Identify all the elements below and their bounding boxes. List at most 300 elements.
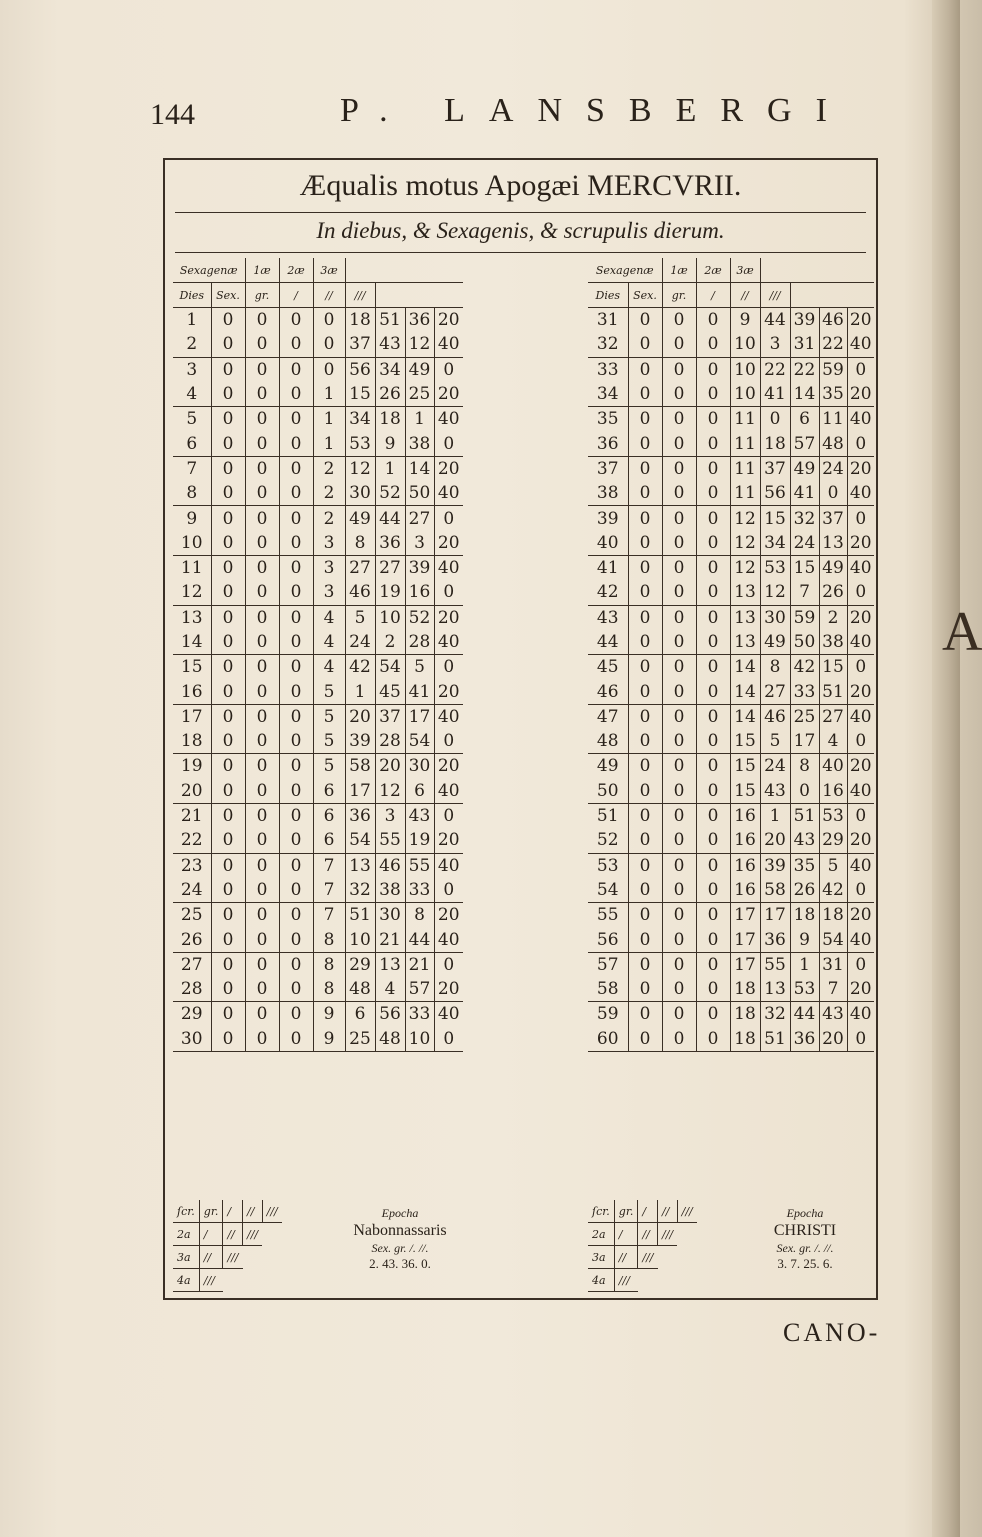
table-row bbox=[173, 407, 463, 432]
table-row bbox=[173, 779, 463, 804]
header-row bbox=[588, 258, 874, 283]
day-number: 40 bbox=[588, 531, 628, 556]
sec-label: // bbox=[658, 1200, 678, 1223]
value-cell: 0 bbox=[696, 605, 730, 630]
value-cell: 51 bbox=[760, 1027, 790, 1052]
value-cell: 0 bbox=[279, 754, 313, 779]
value-cell: 5 bbox=[313, 729, 345, 754]
day-number: 6 bbox=[173, 431, 211, 456]
value-cell: 38 bbox=[819, 630, 847, 655]
value-cell: 0 bbox=[662, 1002, 696, 1027]
value-cell: 0 bbox=[628, 952, 662, 977]
value-cell: 39 bbox=[790, 308, 819, 333]
value-cell: 0 bbox=[245, 779, 279, 804]
value-cell: 16 bbox=[819, 779, 847, 804]
value-cell: 17 bbox=[405, 704, 434, 729]
value-cell: 20 bbox=[434, 828, 463, 853]
value-cell: 41 bbox=[790, 481, 819, 506]
value-cell: 0 bbox=[696, 382, 730, 407]
day-number: 8 bbox=[173, 481, 211, 506]
value-cell: 3 bbox=[375, 803, 405, 828]
value-cell: 9 bbox=[790, 927, 819, 952]
day-number: 48 bbox=[588, 729, 628, 754]
value-cell: 56 bbox=[375, 1002, 405, 1027]
day-number: 11 bbox=[180, 558, 203, 579]
value-cell: 20 bbox=[847, 382, 874, 407]
day-number: 20 bbox=[173, 779, 211, 804]
value-cell: 20 bbox=[847, 903, 874, 928]
value-cell: 0 bbox=[662, 803, 696, 828]
value-cell: 24 bbox=[790, 531, 819, 556]
value-cell: 20 bbox=[847, 605, 874, 630]
value-cell: 0 bbox=[628, 1002, 662, 1027]
value-cell: 49 bbox=[405, 357, 434, 382]
value-cell: 42 bbox=[790, 655, 819, 680]
value-cell: 0 bbox=[847, 655, 874, 680]
value-cell: 13 bbox=[730, 630, 760, 655]
value-cell: 40 bbox=[847, 555, 874, 580]
value-cell: 14 bbox=[730, 679, 760, 704]
value-cell: 0 bbox=[847, 431, 874, 456]
value-cell: 0 bbox=[245, 580, 279, 605]
table-row bbox=[588, 853, 874, 878]
value-cell: 18 bbox=[375, 407, 405, 432]
gr-label: gr. bbox=[614, 1200, 638, 1223]
day-number: 14 bbox=[173, 630, 211, 655]
sec-label: // bbox=[223, 1223, 243, 1246]
value-cell: 16 bbox=[730, 803, 760, 828]
value-cell: 0 bbox=[245, 357, 279, 382]
value-cell: 37 bbox=[760, 456, 790, 481]
day-number: 38 bbox=[588, 481, 628, 506]
value-cell: 27 bbox=[405, 506, 434, 531]
header-order-1: 1æ bbox=[245, 258, 279, 283]
value-cell: 40 bbox=[847, 1002, 874, 1027]
value-cell: 28 bbox=[375, 729, 405, 754]
value-cell: 43 bbox=[790, 828, 819, 853]
table-row bbox=[588, 903, 874, 928]
third-label: /// bbox=[243, 1223, 263, 1246]
value-cell: 0 bbox=[245, 754, 279, 779]
table-row bbox=[588, 878, 874, 903]
min-label: / bbox=[199, 1223, 223, 1246]
value-cell: 26 bbox=[790, 878, 819, 903]
value-cell: 15 bbox=[730, 779, 760, 804]
day-number: 44 bbox=[588, 630, 628, 655]
value-cell: 33 bbox=[405, 878, 434, 903]
value-cell: 49 bbox=[760, 630, 790, 655]
day-number: 57 bbox=[596, 954, 619, 975]
value-cell: 0 bbox=[211, 456, 245, 481]
value-cell: 29 bbox=[819, 828, 847, 853]
table-row bbox=[588, 431, 874, 456]
value-cell: 6 bbox=[313, 828, 345, 853]
value-cell: 17 bbox=[730, 903, 760, 928]
value-cell: 36 bbox=[345, 803, 375, 828]
value-cell: 0 bbox=[279, 729, 313, 754]
value-cell: 0 bbox=[662, 927, 696, 952]
table-row bbox=[588, 704, 874, 729]
value-cell: 0 bbox=[211, 803, 245, 828]
value-cell: 12 bbox=[730, 531, 760, 556]
value-cell: 0 bbox=[662, 308, 696, 333]
value-cell: 20 bbox=[434, 308, 463, 333]
value-cell: 0 bbox=[245, 456, 279, 481]
day-number: 32 bbox=[588, 332, 628, 357]
value-cell: 0 bbox=[628, 977, 662, 1002]
header-sexagenae: Sexagenæ bbox=[173, 258, 245, 283]
value-cell: 0 bbox=[245, 679, 279, 704]
value-cell: 0 bbox=[211, 704, 245, 729]
value-cell: 45 bbox=[375, 679, 405, 704]
value-cell: 0 bbox=[245, 853, 279, 878]
value-cell: 20 bbox=[847, 456, 874, 481]
value-cell: 37 bbox=[375, 704, 405, 729]
value-cell: 0 bbox=[279, 1027, 313, 1052]
value-cell: 0 bbox=[662, 407, 696, 432]
table-row bbox=[173, 679, 463, 704]
value-cell: 13 bbox=[819, 531, 847, 556]
value-cell: 0 bbox=[696, 1002, 730, 1027]
header-blank bbox=[345, 258, 463, 283]
table-row bbox=[588, 1002, 874, 1027]
table-row bbox=[588, 952, 874, 977]
day-number: 41 bbox=[596, 558, 619, 579]
value-cell: 0 bbox=[760, 407, 790, 432]
value-cell: 0 bbox=[245, 704, 279, 729]
value-cell: 5 bbox=[760, 729, 790, 754]
value-cell: 0 bbox=[790, 779, 819, 804]
value-cell: 49 bbox=[345, 506, 375, 531]
table-row bbox=[588, 828, 874, 853]
table-row bbox=[588, 308, 874, 333]
scr-label: 2a bbox=[588, 1223, 614, 1246]
table-row bbox=[588, 927, 874, 952]
value-cell: 40 bbox=[847, 332, 874, 357]
value-cell: 0 bbox=[628, 828, 662, 853]
value-cell: 53 bbox=[819, 803, 847, 828]
value-cell: 3 bbox=[313, 555, 345, 580]
day-number: 55 bbox=[596, 905, 619, 926]
value-cell: 0 bbox=[628, 754, 662, 779]
unit-m3: /// bbox=[345, 283, 375, 308]
value-cell: 15 bbox=[730, 729, 760, 754]
value-cell: 0 bbox=[245, 382, 279, 407]
value-cell: 0 bbox=[628, 481, 662, 506]
value-cell: 17 bbox=[790, 729, 819, 754]
value-cell: 40 bbox=[847, 481, 874, 506]
day-number: 22 bbox=[173, 828, 211, 853]
table-row bbox=[173, 655, 463, 680]
table-row bbox=[588, 555, 874, 580]
value-cell: 46 bbox=[760, 704, 790, 729]
value-cell: 20 bbox=[847, 679, 874, 704]
value-cell: 10 bbox=[345, 927, 375, 952]
value-cell: 40 bbox=[847, 779, 874, 804]
value-cell: 0 bbox=[245, 308, 279, 333]
book-spine-shadow bbox=[932, 0, 982, 1537]
table-row bbox=[588, 332, 874, 357]
value-cell: 44 bbox=[405, 927, 434, 952]
value-cell: 0 bbox=[434, 952, 463, 977]
table-row bbox=[588, 977, 874, 1002]
value-cell: 0 bbox=[245, 630, 279, 655]
value-cell: 0 bbox=[662, 977, 696, 1002]
value-cell: 0 bbox=[434, 878, 463, 903]
value-cell: 52 bbox=[375, 481, 405, 506]
value-cell: 1 bbox=[790, 952, 819, 977]
value-cell: 30 bbox=[375, 903, 405, 928]
table-row bbox=[588, 630, 874, 655]
value-cell: 0 bbox=[628, 779, 662, 804]
table-row bbox=[173, 952, 463, 977]
value-cell: 13 bbox=[345, 853, 375, 878]
gr-label: gr. bbox=[199, 1200, 223, 1223]
epoch-name: CHRISTI bbox=[773, 1222, 837, 1239]
value-cell: 0 bbox=[662, 754, 696, 779]
table-row bbox=[173, 630, 463, 655]
day-number: 4 bbox=[173, 382, 211, 407]
value-cell: 1 bbox=[313, 431, 345, 456]
value-cell: 14 bbox=[730, 704, 760, 729]
value-cell: 26 bbox=[819, 580, 847, 605]
value-cell: 0 bbox=[211, 531, 245, 556]
value-cell: 0 bbox=[628, 927, 662, 952]
day-number: 13 bbox=[180, 607, 203, 628]
value-cell: 8 bbox=[760, 655, 790, 680]
value-cell: 12 bbox=[375, 779, 405, 804]
day-number: 10 bbox=[173, 531, 211, 556]
table-row bbox=[588, 1027, 874, 1052]
value-cell: 8 bbox=[790, 754, 819, 779]
value-cell: 0 bbox=[211, 853, 245, 878]
value-cell: 0 bbox=[245, 878, 279, 903]
day-number: 31 bbox=[596, 310, 619, 331]
value-cell: 10 bbox=[730, 382, 760, 407]
value-cell: 0 bbox=[696, 506, 730, 531]
min-label: / bbox=[614, 1223, 638, 1246]
third-label: /// bbox=[638, 1246, 658, 1269]
value-cell: 40 bbox=[434, 407, 463, 432]
value-cell: 58 bbox=[760, 878, 790, 903]
scr-label: ſcr. bbox=[588, 1200, 614, 1223]
value-cell: 0 bbox=[279, 332, 313, 357]
value-cell: 0 bbox=[313, 332, 345, 357]
unit-blank bbox=[375, 283, 463, 308]
value-cell: 0 bbox=[279, 878, 313, 903]
value-cell: 21 bbox=[375, 927, 405, 952]
value-cell: 32 bbox=[790, 506, 819, 531]
value-cell: 0 bbox=[211, 382, 245, 407]
value-cell: 41 bbox=[760, 382, 790, 407]
value-cell: 0 bbox=[211, 308, 245, 333]
value-cell: 1 bbox=[345, 679, 375, 704]
value-cell: 43 bbox=[375, 332, 405, 357]
value-cell: 10 bbox=[405, 1027, 434, 1052]
value-cell: 56 bbox=[345, 357, 375, 382]
day-number: 29 bbox=[180, 1004, 203, 1025]
value-cell: 48 bbox=[345, 977, 375, 1002]
value-cell: 0 bbox=[662, 555, 696, 580]
day-number: 18 bbox=[173, 729, 211, 754]
epoch-units: Sex. gr. /. //. bbox=[371, 1241, 429, 1255]
page-number: 144 bbox=[150, 98, 195, 131]
day-number: 24 bbox=[173, 878, 211, 903]
value-cell: 40 bbox=[434, 555, 463, 580]
units-row bbox=[173, 283, 463, 308]
value-cell: 6 bbox=[313, 803, 345, 828]
value-cell: 0 bbox=[662, 1027, 696, 1052]
value-cell: 36 bbox=[375, 531, 405, 556]
value-cell: 0 bbox=[245, 828, 279, 853]
value-cell: 20 bbox=[434, 754, 463, 779]
value-cell: 20 bbox=[434, 903, 463, 928]
value-cell: 40 bbox=[434, 779, 463, 804]
value-cell: 38 bbox=[375, 878, 405, 903]
table-row bbox=[588, 779, 874, 804]
value-cell: 0 bbox=[662, 506, 696, 531]
value-cell: 59 bbox=[790, 605, 819, 630]
value-cell: 0 bbox=[662, 779, 696, 804]
day-number: 19 bbox=[180, 756, 203, 777]
value-cell: 40 bbox=[847, 927, 874, 952]
value-cell: 2 bbox=[313, 456, 345, 481]
value-cell: 40 bbox=[847, 704, 874, 729]
author-name: P. LANSBERGI bbox=[340, 92, 851, 129]
table-row bbox=[588, 407, 874, 432]
value-cell: 8 bbox=[313, 927, 345, 952]
value-cell: 30 bbox=[345, 481, 375, 506]
value-cell: 13 bbox=[375, 952, 405, 977]
value-cell: 0 bbox=[696, 977, 730, 1002]
value-cell: 18 bbox=[345, 308, 375, 333]
header-sexagenae: Sexagenæ bbox=[588, 258, 662, 283]
value-cell: 0 bbox=[211, 927, 245, 952]
value-cell: 22 bbox=[819, 332, 847, 357]
value-cell: 8 bbox=[313, 977, 345, 1002]
value-cell: 0 bbox=[628, 605, 662, 630]
sec-label: // bbox=[199, 1246, 223, 1269]
value-cell: 42 bbox=[819, 878, 847, 903]
value-cell: 0 bbox=[245, 506, 279, 531]
value-cell: 0 bbox=[211, 407, 245, 432]
table-row bbox=[173, 1027, 463, 1052]
value-cell: 16 bbox=[730, 828, 760, 853]
value-cell: 0 bbox=[211, 952, 245, 977]
value-cell: 11 bbox=[730, 456, 760, 481]
value-cell: 57 bbox=[790, 431, 819, 456]
value-cell: 44 bbox=[760, 308, 790, 333]
value-cell: 20 bbox=[819, 1027, 847, 1052]
table-row bbox=[173, 853, 463, 878]
value-cell: 39 bbox=[345, 729, 375, 754]
value-cell: 0 bbox=[279, 679, 313, 704]
value-cell: 39 bbox=[760, 853, 790, 878]
value-cell: 0 bbox=[279, 704, 313, 729]
value-cell: 20 bbox=[375, 754, 405, 779]
value-cell: 43 bbox=[405, 803, 434, 828]
value-cell: 0 bbox=[279, 605, 313, 630]
value-cell: 1 bbox=[405, 407, 434, 432]
table-row bbox=[588, 754, 874, 779]
value-cell: 35 bbox=[790, 853, 819, 878]
value-cell: 8 bbox=[313, 952, 345, 977]
value-cell: 53 bbox=[345, 431, 375, 456]
value-cell: 0 bbox=[847, 506, 874, 531]
table-row bbox=[173, 332, 463, 357]
value-cell: 58 bbox=[345, 754, 375, 779]
value-cell: 4 bbox=[313, 605, 345, 630]
value-cell: 0 bbox=[662, 605, 696, 630]
value-cell: 10 bbox=[730, 332, 760, 357]
value-cell: 0 bbox=[662, 903, 696, 928]
epoch-values: 3. 7. 25. 6. bbox=[777, 1256, 833, 1271]
value-cell: 0 bbox=[245, 605, 279, 630]
value-cell: 0 bbox=[279, 803, 313, 828]
day-number: 37 bbox=[596, 458, 619, 479]
value-cell: 40 bbox=[434, 853, 463, 878]
value-cell: 0 bbox=[434, 655, 463, 680]
epoch-heading: Epocha bbox=[381, 1206, 419, 1220]
value-cell: 38 bbox=[405, 431, 434, 456]
value-cell: 51 bbox=[790, 803, 819, 828]
third-label: /// bbox=[199, 1269, 223, 1292]
value-cell: 34 bbox=[760, 531, 790, 556]
value-cell: 19 bbox=[405, 828, 434, 853]
value-cell: 0 bbox=[245, 481, 279, 506]
value-cell: 31 bbox=[819, 952, 847, 977]
value-cell: 27 bbox=[345, 555, 375, 580]
value-cell: 0 bbox=[279, 828, 313, 853]
value-cell: 22 bbox=[760, 357, 790, 382]
value-cell: 18 bbox=[730, 1027, 760, 1052]
day-number: 1 bbox=[186, 310, 198, 331]
value-cell: 0 bbox=[434, 729, 463, 754]
value-cell: 0 bbox=[211, 878, 245, 903]
value-cell: 39 bbox=[405, 555, 434, 580]
value-cell: 0 bbox=[662, 357, 696, 382]
subtitle-rule bbox=[175, 252, 866, 253]
third-label: /// bbox=[223, 1246, 243, 1269]
value-cell: 0 bbox=[245, 803, 279, 828]
value-cell: 49 bbox=[819, 555, 847, 580]
value-cell: 0 bbox=[279, 655, 313, 680]
value-cell: 13 bbox=[730, 580, 760, 605]
value-cell: 59 bbox=[819, 357, 847, 382]
value-cell: 1 bbox=[313, 382, 345, 407]
value-cell: 57 bbox=[405, 977, 434, 1002]
value-cell: 48 bbox=[375, 1027, 405, 1052]
value-cell: 0 bbox=[628, 506, 662, 531]
table-row bbox=[173, 456, 463, 481]
value-cell: 0 bbox=[847, 580, 874, 605]
value-cell: 0 bbox=[434, 506, 463, 531]
day-number: 54 bbox=[588, 878, 628, 903]
value-cell: 14 bbox=[730, 655, 760, 680]
value-cell: 0 bbox=[211, 555, 245, 580]
value-cell: 0 bbox=[279, 1002, 313, 1027]
value-cell: 20 bbox=[847, 977, 874, 1002]
value-cell: 21 bbox=[405, 952, 434, 977]
day-number: 21 bbox=[180, 806, 203, 827]
value-cell: 25 bbox=[345, 1027, 375, 1052]
value-cell: 0 bbox=[662, 853, 696, 878]
value-cell: 11 bbox=[730, 407, 760, 432]
third-label: /// bbox=[677, 1200, 697, 1223]
day-number: 28 bbox=[173, 977, 211, 1002]
scr-label: ſcr. bbox=[173, 1200, 199, 1223]
unit-dies: Dies bbox=[173, 283, 211, 308]
